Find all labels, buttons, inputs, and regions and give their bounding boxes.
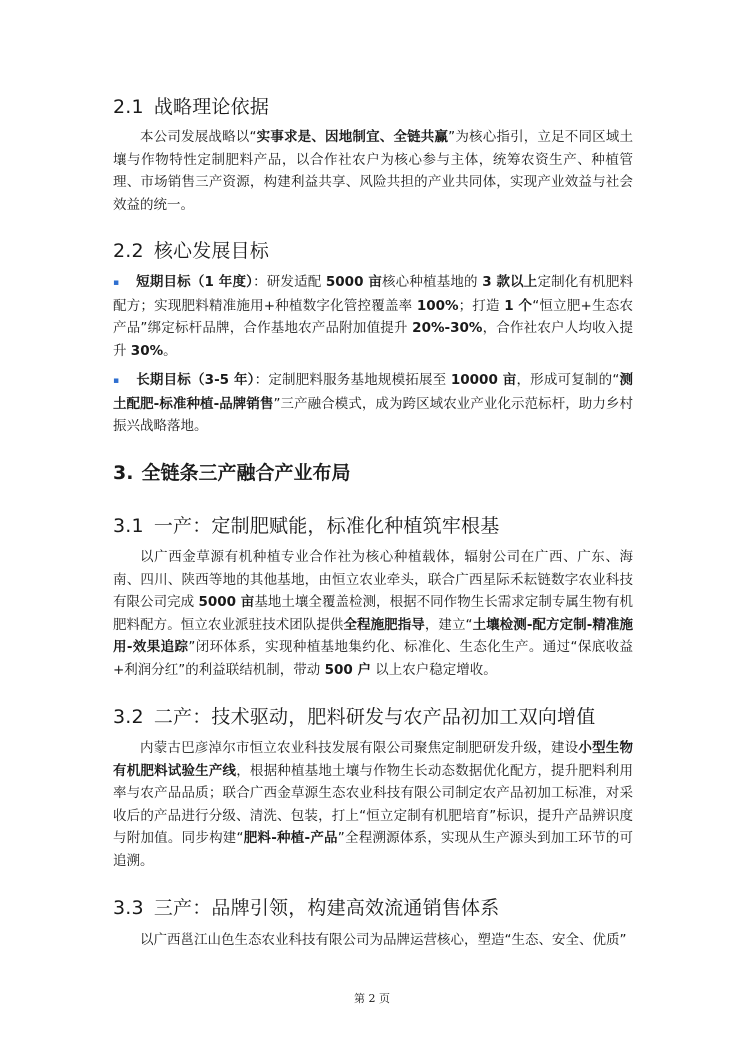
bold-value: 30% (130, 342, 164, 359)
section-number: 2.2 (113, 240, 144, 262)
text-run: ，合作社农户人均收入提升 (113, 320, 633, 359)
text-run: ，建立“ (424, 616, 473, 633)
paragraph-primary-industry (113, 546, 633, 682)
text-run: 以上农户稳定增收。 (371, 661, 497, 678)
text-run: ，根据种植基地土壤与作物生长动态数据优化配方，提升肥料利用率与农产品品质；联合广西金草源生态农业科技有限公司制定农产品初加工标准，对采收后的产品进行分级、清洗、包装，打上“恒立定制有机肥培育”标识，提升产品辨识度与附加值。同步构建“ (113, 762, 633, 847)
text-run: ；打造 (458, 297, 505, 314)
section-heading-3-3 (113, 893, 499, 920)
section-number: 3.2 (113, 706, 144, 728)
text-run: ：定制肥料服务基地规模拓展至 (254, 372, 451, 388)
bold-value: 3 款以上 (482, 274, 538, 290)
bold-value: 1 个 (504, 297, 533, 314)
bold-value: 20%-30% (412, 320, 483, 337)
bold-phrase: 土壤检测-配方定制-精准施用-效果追踪 (113, 616, 633, 656)
bold-value: 测土配肥-标准种植-品牌销售 (113, 372, 634, 412)
text-run: ：研发适配 (253, 274, 326, 290)
bold-value: 5000 亩 (325, 274, 383, 290)
text-run: ”闭环体系，实现种植基地集约化、标准化、生态化生产。通过“保底收益+利润分红”的利益联结机制，带动 (113, 639, 633, 678)
section-number: 3.3 (113, 897, 144, 919)
text-run: 以广西邕江山色生态农业科技有限公司为品牌运营核心，塑造“生态、安全、优质” (140, 932, 627, 948)
section-number: 2.1 (113, 96, 144, 118)
bullet-square-icon: ▪ (113, 376, 120, 386)
section-title: 三产：品牌引领，构建高效流通销售体系 (153, 897, 500, 919)
paragraph-strategy-basis (113, 126, 633, 216)
chapter-number: 3. (113, 462, 134, 484)
bullet-long-term-goal (113, 369, 633, 438)
bullet-square-icon: ▪ (113, 278, 120, 288)
page-number-footer: 第 2 页 (354, 992, 390, 1005)
text-run: 内蒙古巴彦淖尔市恒立农业科技发展有限公司聚焦定制肥研发升级，建设 (140, 740, 579, 756)
bold-phrase: 小型生物有机肥料试验生产线 (113, 740, 634, 779)
section-title: 战略理论依据 (153, 96, 270, 118)
section-heading-3-2 (113, 702, 595, 729)
bullet-label: 长期目标（3-5 年） (136, 372, 255, 388)
section-heading-3-1 (113, 511, 499, 538)
section-heading-2-2 (113, 236, 269, 263)
bold-phrase: 实事求是、因地制宜、全链共赢 (256, 129, 449, 145)
bold-value: 10000 亩 (450, 372, 517, 388)
text-run: ”为核心指引，立足不同区域土壤与作物特性定制肥料产品，以合作社农户为核心参与主体，统筹农资生产、种植管理、市场销售三产资源，构建利益共享、风险共担的产业共同体，实现产业效益与社会效益的统一。 (113, 129, 634, 213)
paragraph-secondary-industry (113, 737, 633, 873)
bold-value: 100% (416, 297, 459, 314)
text-run: ”三产融合模式，成为跨区域农业产业化示范标杆，助力乡村振兴战略落地。 (113, 395, 633, 435)
bold-value: 500 户 (324, 661, 371, 678)
bullet-label: 短期目标（1 年度） (136, 274, 254, 290)
section-title: 核心发展目标 (153, 240, 270, 262)
text-run: ”全程溯源体系，实现从生产源头到加工环节的可追溯。 (113, 830, 633, 869)
text-run: ，形成可复制的“ (516, 372, 620, 388)
bold-phrase: 肥料-种植-产品 (243, 830, 338, 847)
bold-value: 5000 亩 (198, 594, 255, 611)
section-heading-2-1 (113, 92, 269, 119)
chapter-heading-3 (113, 458, 350, 485)
text-run: 。 (163, 342, 177, 359)
section-number: 3.1 (113, 515, 144, 537)
bullet-short-term-goal (113, 271, 633, 362)
text-run: “恒立肥+生态农产品”绑定标杆品牌，合作基地农产品附加值提升 (113, 297, 633, 337)
text-run: 定制化有机肥料配方；实现肥料精准施用+种植数字化管控覆盖率 (113, 274, 633, 314)
text-run: 本公司发展战略以“ (140, 129, 257, 145)
section-title: 二产：技术驱动，肥料研发与农产品初加工双向增值 (153, 706, 596, 728)
text-run: 核心种植基地的 (382, 274, 483, 290)
text-run: 以广西金草源有机种植专业合作社为核心种植载体，辐射公司在广西、广东、海南、四川、陕西等地的其他基地，由恒立农业牵头，联合广西星际禾耘链数字农业科技有限公司完成 (113, 549, 633, 611)
chapter-title: 全链条三产融合产业布局 (141, 462, 351, 484)
bold-phrase: 全程施肥指导 (343, 616, 425, 633)
section-title: 一产：定制肥赋能，标准化种植筑牢根基 (153, 515, 500, 537)
paragraph-tertiary-industry (113, 929, 633, 952)
text-run: 基地土壤全覆盖检测，根据不同作物生长需求定制专属生物有机肥料配方。恒立农业派驻技术团队提供 (113, 594, 634, 633)
